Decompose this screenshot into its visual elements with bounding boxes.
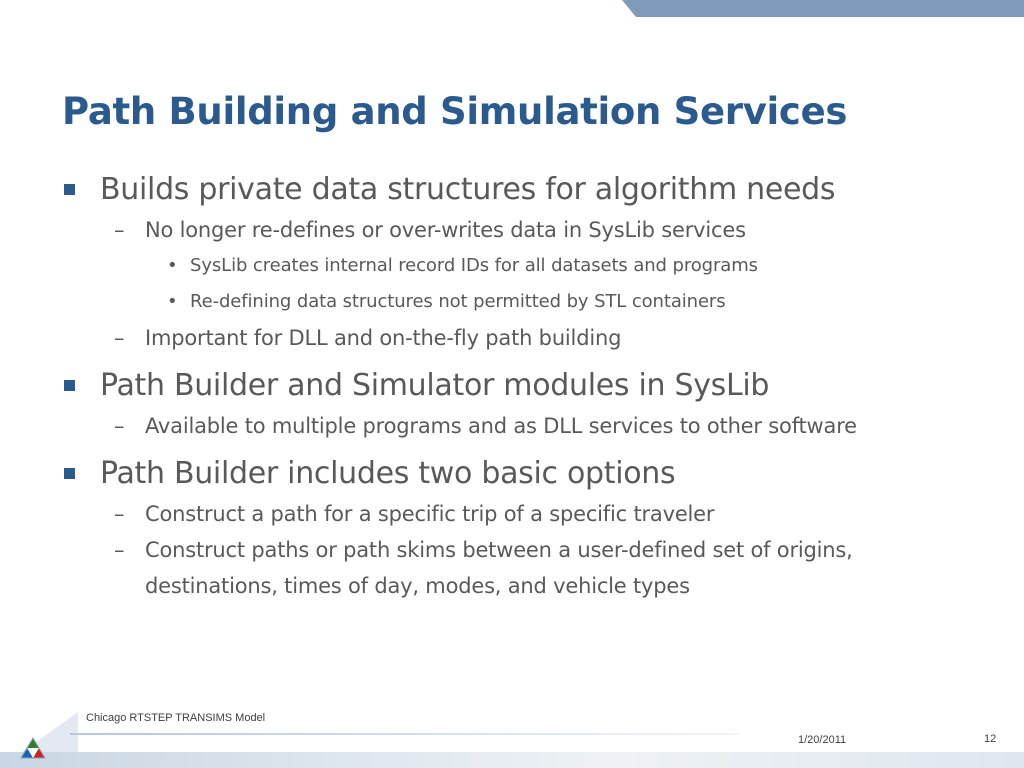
sub-bullet-item bbox=[0, 320, 1024, 356]
footer-band bbox=[0, 752, 1024, 768]
square-bullet-icon bbox=[64, 380, 75, 391]
bullet-text: Available to multiple programs and as DLL services to other software bbox=[145, 414, 857, 438]
dash-bullet-icon: – bbox=[114, 218, 125, 242]
bullet-item bbox=[0, 452, 1024, 496]
bullet-text: Builds private data structures for algorithm needs bbox=[100, 172, 836, 207]
bullet-item bbox=[0, 364, 1024, 408]
top-accent-band bbox=[622, 0, 1024, 17]
sub-bullet-continuation bbox=[0, 568, 1024, 604]
logo-green-segment bbox=[27, 738, 39, 748]
page-number: 12 bbox=[984, 733, 997, 745]
dash-bullet-icon: – bbox=[114, 326, 125, 350]
sub-sub-bullet-item bbox=[0, 248, 1024, 284]
bullet-text: Construct paths or path skims between a user-defined set of origins, bbox=[145, 538, 853, 562]
sub-bullet-item bbox=[0, 212, 1024, 248]
bullet-text: No longer re-defines or over-writes data in SysLib services bbox=[145, 218, 746, 242]
bullet-text: Important for DLL and on-the-fly path building bbox=[145, 326, 622, 350]
sub-bullet-item bbox=[0, 496, 1024, 532]
dot-bullet-icon: • bbox=[167, 255, 178, 276]
footer-date: 1/20/2011 bbox=[798, 734, 847, 746]
argonne-triangle-logo-icon bbox=[20, 737, 46, 759]
dot-bullet-icon: • bbox=[167, 291, 178, 312]
footer-divider bbox=[70, 733, 740, 735]
bullet-text: Path Builder and Simulator modules in SysLib bbox=[100, 368, 770, 403]
dash-bullet-icon: – bbox=[114, 538, 125, 562]
bullet-text: SysLib creates internal record IDs for all datasets and programs bbox=[190, 255, 758, 276]
dash-bullet-icon: – bbox=[114, 502, 125, 526]
square-bullet-icon bbox=[64, 468, 75, 479]
sub-bullet-item bbox=[0, 532, 1024, 568]
sub-sub-bullet-item bbox=[0, 284, 1024, 320]
dash-bullet-icon: – bbox=[114, 414, 125, 438]
bullet-text: Path Builder includes two basic options bbox=[100, 456, 676, 491]
bullet-item bbox=[0, 168, 1024, 212]
bullet-text: destinations, times of day, modes, and vehicle types bbox=[145, 574, 690, 598]
square-bullet-icon bbox=[64, 184, 75, 195]
footer-title: Chicago RTSTEP TRANSIMS Model bbox=[86, 712, 266, 724]
bullet-text: Construct a path for a specific trip of a specific traveler bbox=[145, 502, 715, 526]
sub-bullet-item bbox=[0, 408, 1024, 444]
bullet-text: Re-defining data structures not permitted by STL containers bbox=[190, 291, 726, 312]
slide-title: Path Building and Simulation Services bbox=[62, 90, 848, 133]
slide-body bbox=[0, 168, 1024, 604]
